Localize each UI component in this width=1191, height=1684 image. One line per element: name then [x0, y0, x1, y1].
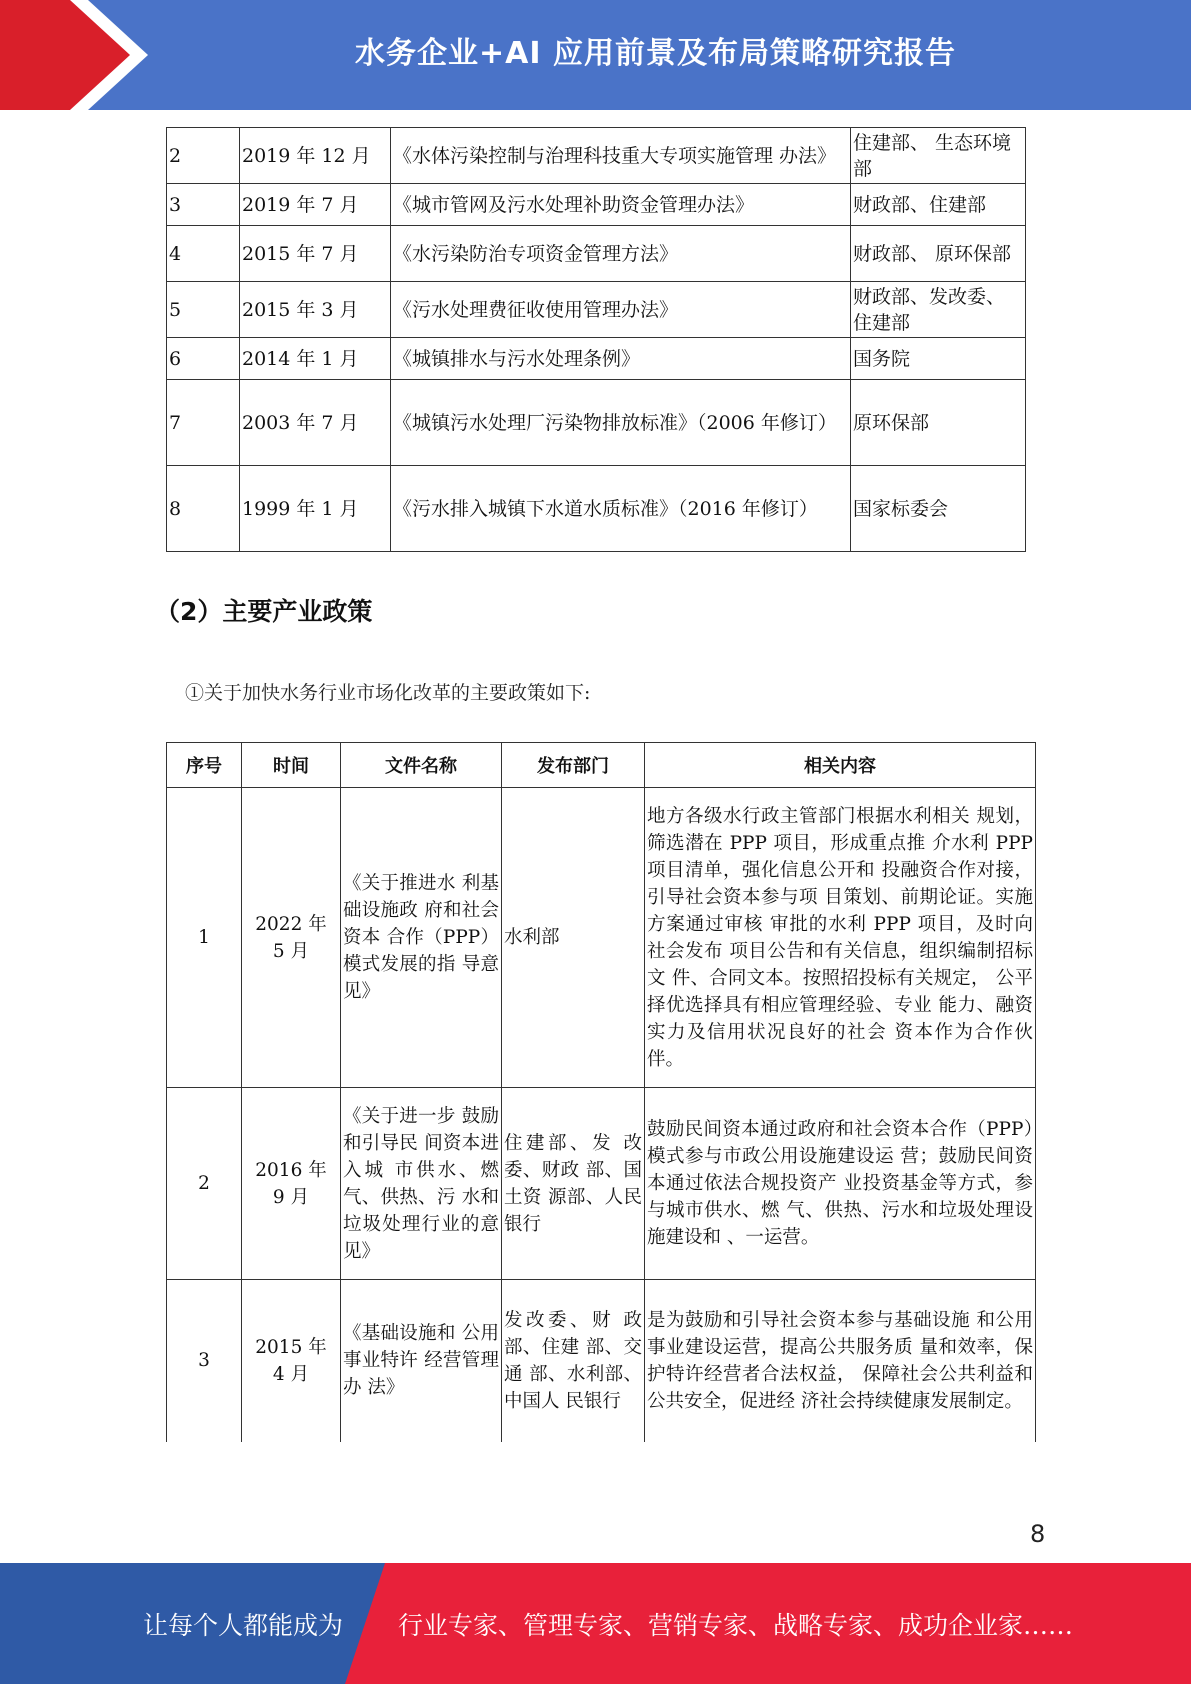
row-number: 2	[167, 128, 240, 184]
row-document: 《关于推进水 利基础设施政 府和社会资本 合作（PPP） 模式发展的指 导意见》	[341, 788, 502, 1088]
policy-table	[166, 742, 1036, 1442]
row-department: 国家标委会	[851, 466, 1026, 552]
row-department: 国务院	[851, 338, 1026, 380]
section-heading: （2）主要产业政策	[155, 597, 373, 626]
row-department: 原环保部	[851, 380, 1026, 466]
header-content: 相关内容	[645, 743, 1036, 788]
section-intro: ①关于加快水务行业市场化改革的主要政策如下:	[185, 682, 591, 704]
row-date: 2015 年 3 月	[240, 282, 391, 338]
row-time-year: 2022 年	[255, 913, 327, 935]
row-number: 3	[167, 184, 240, 226]
table-row	[167, 466, 1026, 552]
header-no: 序号	[167, 743, 242, 788]
row-number: 2	[167, 1088, 242, 1280]
row-time-month: 4 月	[272, 1363, 310, 1385]
header-name: 文件名称	[341, 743, 502, 788]
report-title: 水务企业+AI 应用前景及布局策略研究报告	[355, 36, 956, 71]
row-number: 1	[167, 788, 242, 1088]
row-document: 《污水排入城镇下水道水质标准》（2016 年修订）	[391, 466, 851, 552]
row-date: 2019 年 7 月	[240, 184, 391, 226]
row-number: 7	[167, 380, 240, 466]
table-row	[167, 184, 1026, 226]
row-time	[242, 1280, 341, 1442]
row-document: 《污水处理费征收使用管理办法》	[391, 282, 851, 338]
regulation-table	[166, 127, 1026, 552]
row-number: 3	[167, 1280, 242, 1442]
row-document: 《基础设施和 公用事业特许 经营管理办 法》	[341, 1280, 502, 1442]
row-time-year: 2016 年	[255, 1159, 327, 1181]
row-department: 发改委、财 政部、住建 部、交通 部、水利部、中国人 民银行	[502, 1280, 645, 1442]
table-row	[167, 128, 1026, 184]
footer-slogan-left: 让每个人都能成为	[143, 1611, 344, 1640]
row-department: 财政部、住建部	[851, 184, 1026, 226]
row-number: 4	[167, 226, 240, 282]
header-time: 时间	[242, 743, 341, 788]
page-footer	[0, 1563, 1191, 1684]
row-department: 住建部、发 改委、财政 部、国土资 源部、人民 银行	[502, 1088, 645, 1280]
row-date: 1999 年 1 月	[240, 466, 391, 552]
row-document: 《水污染防治专项资金管理方法》	[391, 226, 851, 282]
footer-slogan-right: 行业专家、管理专家、营销专家、战略专家、成功企业家……	[398, 1611, 1074, 1640]
row-date: 2014 年 1 月	[240, 338, 391, 380]
page-header	[0, 0, 1191, 110]
table-row	[167, 1088, 1036, 1280]
row-number: 6	[167, 338, 240, 380]
row-document: 《水体污染控制与治理科技重大专项实施管理 办法》	[391, 128, 851, 184]
row-time	[242, 788, 341, 1088]
row-content: 鼓励民间资本通过政府和社会资本合作（PPP）模式参与市政公用设施建设运 营；鼓励民间资本通过依法合规投资产 业投资基金等方式，参与城市供水、燃 气、供热、污水和垃圾处理设施建设和 、一运营。	[645, 1088, 1036, 1280]
row-time	[242, 1088, 341, 1280]
row-document: 《城镇污水处理厂污染物排放标准》（2006 年修订）	[391, 380, 851, 466]
header-dept: 发布部门	[502, 743, 645, 788]
table-row	[167, 338, 1026, 380]
row-date: 2003 年 7 月	[240, 380, 391, 466]
row-department: 水利部	[502, 788, 645, 1088]
table-row	[167, 226, 1026, 282]
row-time-year: 2015 年	[255, 1336, 327, 1358]
row-time-month: 5 月	[272, 940, 310, 962]
row-department: 财政部、发改委、住建部	[851, 282, 1026, 338]
row-number: 8	[167, 466, 240, 552]
row-time-month: 9 月	[272, 1186, 310, 1208]
row-date: 2019 年 12 月	[240, 128, 391, 184]
row-department: 住建部、 生态环境部	[851, 128, 1026, 184]
row-content: 是为鼓励和引导社会资本参与基础设施 和公用事业建设运营，提高公共服务质 量和效率，保护特许经营者合法权益， 保障社会公共利益和公共安全，促进经 济社会持续健康发展制定。	[645, 1280, 1036, 1442]
row-document: 《城镇排水与污水处理条例》	[391, 338, 851, 380]
table-row	[167, 380, 1026, 466]
row-number: 5	[167, 282, 240, 338]
row-content: 地方各级水行政主管部门根据水利相关 规划，筛选潜在 PPP 项目，形成重点推 介水利 PPP 项目清单，强化信息公开和 投融资合作对接，引导社会资本参与项 目策划、前期论证。实施方案通过审核 审批的水利 PPP 项目，及时向社会发布 项目公告和有关信息，组织编制招标文 件、合同文本。按照招投标有关规定， 公平择优选择具有相应管理经验、专业 能力、融资实力及信用状况良好的社会 资本作为合作伙伴。	[645, 788, 1036, 1088]
row-date: 2015 年 7 月	[240, 226, 391, 282]
page-number: 8	[1030, 1520, 1046, 1548]
table-row	[167, 282, 1026, 338]
table-row	[167, 788, 1036, 1088]
row-document: 《城市管网及污水处理补助资金管理办法》	[391, 184, 851, 226]
row-department: 财政部、 原环保部	[851, 226, 1026, 282]
table-header-row	[167, 743, 1036, 788]
row-document: 《关于进一步 鼓励和引导民 间资本进入城 市供水、燃 气、供热、污 水和垃圾处理行业的意见》	[341, 1088, 502, 1280]
table-row	[167, 1280, 1036, 1442]
